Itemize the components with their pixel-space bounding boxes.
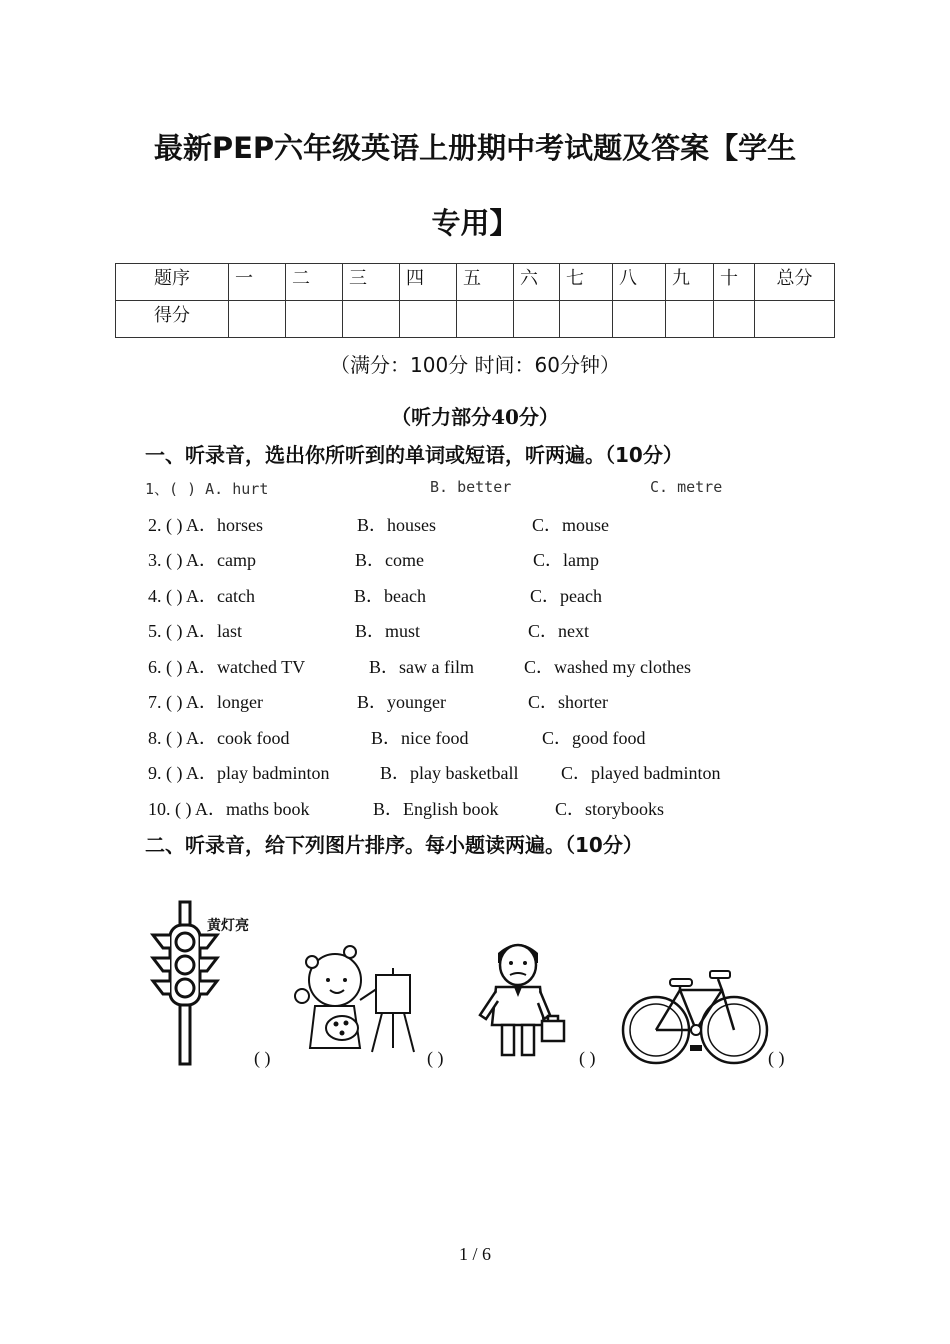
page-title-line2: 专用】: [431, 206, 519, 240]
score-header-cell: 五: [457, 264, 514, 301]
score-cell: [666, 301, 714, 338]
score-header-cell: 十: [714, 264, 755, 301]
question-4-option-c: C．peach: [530, 586, 602, 606]
score-header-cell: 六: [514, 264, 560, 301]
answer-paren-1[interactable]: ( ): [254, 1048, 271, 1068]
question-2-option-c: C．mouse: [532, 515, 610, 535]
score-header-cell: 七: [560, 264, 613, 301]
question-9-option-a: 9. ( ) A．play badminton: [148, 763, 330, 783]
page-number: 1 / 6: [458, 1244, 491, 1264]
score-cell: [755, 301, 835, 338]
score-header-cell: 总分: [755, 264, 835, 301]
score-cell: [514, 301, 560, 338]
section1-heading: 一、听录音，选出你所听到的单词或短语，听两遍。（10分）: [145, 443, 683, 467]
question-9-option-b: B．play basketball: [380, 763, 519, 783]
question-7-option-b: B．younger: [357, 692, 446, 712]
question-8-option-a: 8. ( ) A．cook food: [148, 728, 290, 748]
question-5-option-a: 5. ( ) A．last: [148, 621, 242, 641]
score-cell: [229, 301, 286, 338]
listening-part-label: （听力部分40分）: [391, 405, 559, 429]
score-row-label: 得分: [116, 301, 229, 338]
answer-paren-2[interactable]: ( ): [427, 1048, 444, 1068]
question-2-option-a: 2. ( ) A．horses: [148, 515, 263, 535]
question-10-option-a: 10. ( ) A．maths book: [148, 799, 310, 819]
score-table-score-row: [116, 301, 835, 338]
score-cell: [400, 301, 457, 338]
question-3-option-b: B．come: [355, 550, 424, 570]
question-4-option-b: B．beach: [354, 586, 426, 606]
score-header-cell: 四: [400, 264, 457, 301]
question-7-option-a: 7. ( ) A．longer: [148, 692, 263, 712]
score-cell: [343, 301, 400, 338]
question-5-option-b: B．must: [355, 621, 421, 641]
question-9-option-c: C．played badminton: [561, 763, 721, 783]
answer-paren-4[interactable]: ( ): [768, 1048, 785, 1068]
question-1: [145, 478, 723, 499]
score-header-cell: 九: [666, 264, 714, 301]
man-with-briefcase-picture: [470, 935, 570, 1060]
score-header-cell: 一: [229, 264, 286, 301]
score-cell: [560, 301, 613, 338]
traffic-light-picture: [145, 900, 260, 1068]
question-6-option-c: C．washed my clothes: [524, 657, 691, 677]
score-cell: [286, 301, 343, 338]
question-1-option-b: B. better: [430, 478, 512, 496]
question-5-option-c: C．next: [528, 621, 589, 641]
question-6-option-a: 6. ( ) A．watched TV: [148, 657, 306, 677]
question-10-option-c: C．storybooks: [555, 799, 665, 819]
score-header-cell: 题序: [116, 264, 229, 301]
question-8-option-b: B．nice food: [371, 728, 469, 748]
question-8-option-c: C．good food: [542, 728, 646, 748]
page-title-line1: 最新PEP六年级英语上册期中考试题及答案【学生: [153, 131, 797, 165]
section2-heading: 二、听录音，给下列图片排序。每小题读两遍。（10分）: [145, 833, 643, 857]
question-4-option-a: 4. ( ) A．catch: [148, 586, 255, 606]
question-3-option-a: 3. ( ) A．camp: [148, 550, 256, 570]
question-3-option-c: C．lamp: [533, 550, 599, 570]
score-header-cell: 二: [286, 264, 343, 301]
answer-paren-3[interactable]: ( ): [579, 1048, 596, 1068]
score-cell: [613, 301, 666, 338]
question-1-option-c: C. metre: [650, 478, 723, 496]
score-table: [115, 263, 835, 338]
score-header-cell: 八: [613, 264, 666, 301]
score-table-header-row: [116, 264, 835, 301]
girl-painting-picture: [290, 940, 430, 1055]
question-2-option-b: B．houses: [357, 515, 437, 535]
question-10-option-b: B．English book: [373, 799, 499, 819]
score-cell: [714, 301, 755, 338]
traffic-light-label: 黄灯亮: [207, 918, 249, 934]
full-mark-info: （满分：100分 时间：60分钟）: [330, 353, 620, 377]
question-6-option-b: B．saw a film: [369, 657, 474, 677]
score-header-cell: 三: [343, 264, 400, 301]
question-1-option-a: 1、( ) A. hurt: [145, 480, 269, 498]
question-7-option-c: C．shorter: [528, 692, 608, 712]
bicycle-picture: [618, 965, 773, 1065]
score-cell: [457, 301, 514, 338]
